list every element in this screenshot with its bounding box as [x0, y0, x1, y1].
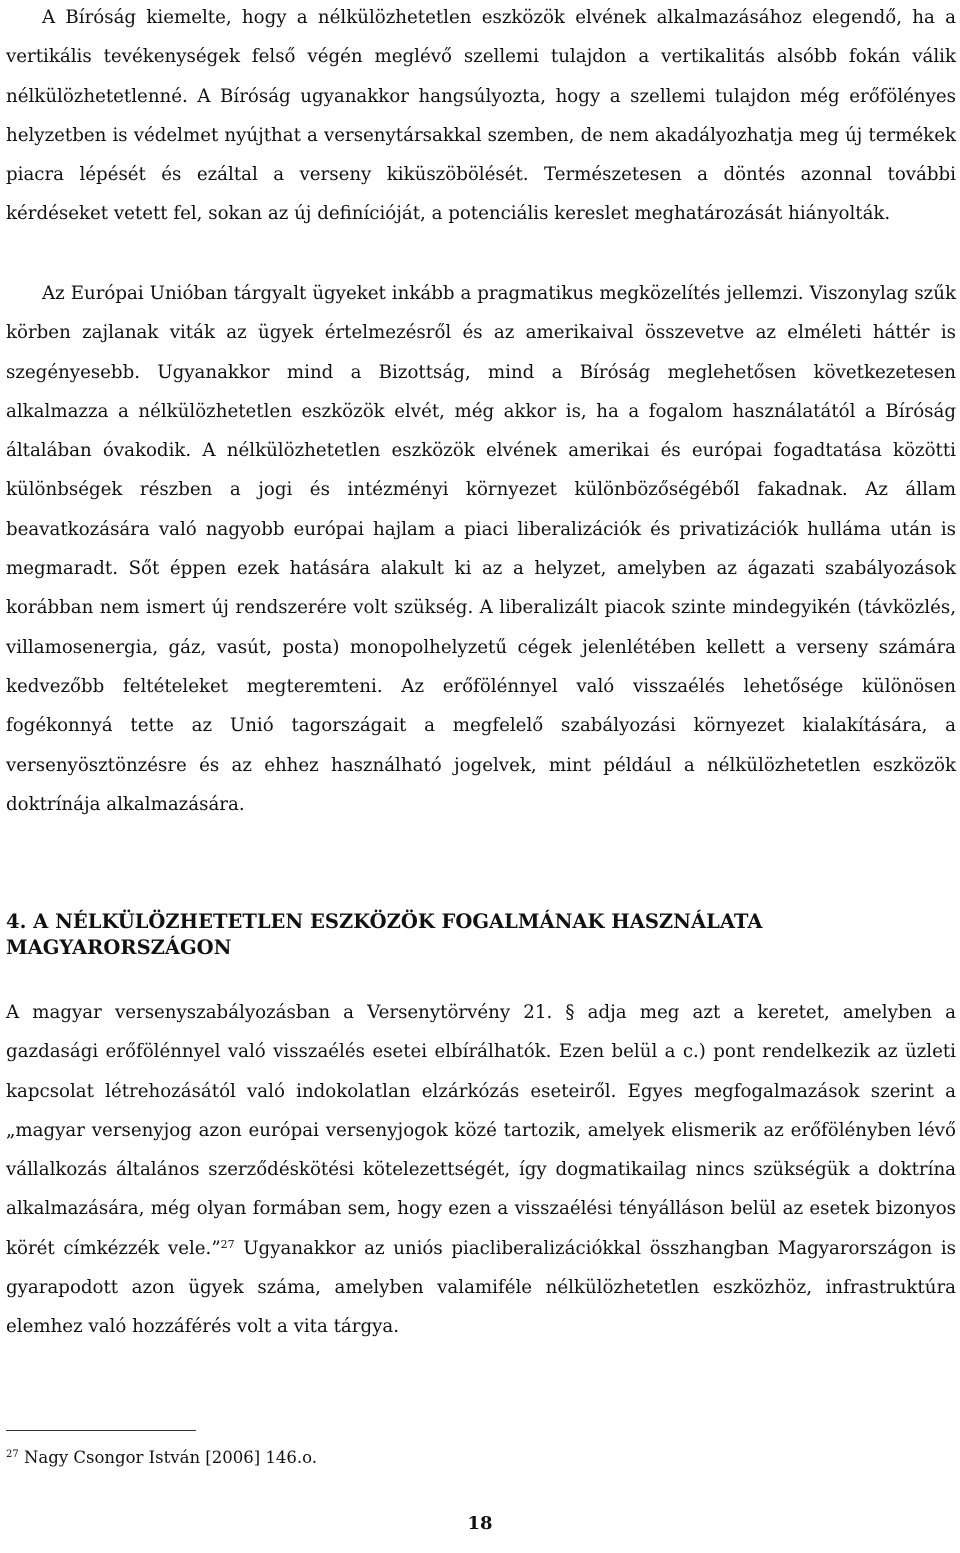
footnote-reference[interactable]: 27 — [220, 1237, 235, 1251]
body-paragraph-1: A Bíróság kiemelte, hogy a nélkülözhetetlen eszközök elvének alkalmazásához elegendő, ha a vertikális tevékenységek felső végén meglévő szellemi tulajdon a vertikalitás alsóbb fokán válik nélkülözhetetlenné. A Bíróság ugyanakkor hangsúlyozta, hogy a szellemi tulajdon még erőfölényes helyzetben is védelmet nyújthat a versenytársakkal szemben, de nem akadályozhatja meg új termékek piacra lépését és ezáltal a verseny kiküszöbölését. Természetesen a döntés azonnal további kérdéseket vetett fel, sokan az új definícióját, a potenciális kereslet meghatározását hiányolták. — [6, 7, 956, 225]
section-paragraph-text-after-ref: Ugyanakkor az uniós piacliberalizációkkal összhangban Magyarországon is gyarapodott azon ügyek száma, amelyben valamiféle nélkülözhetetlen eszközhöz, infrastruktúra elemhez való hozzáférés volt a vita tárgya. — [6, 1237, 956, 1338]
page-number: 18 — [467, 1513, 493, 1534]
footnote — [6, 1447, 317, 1469]
body-paragraph-2: Az Európai Unióban tárgyalt ügyeket inkább a pragmatikus megközelítés jellemzi. Viszonylag szűk körben zajlanak viták az ügyek értelmezésről és az amerikaival összevetve az elméleti háttér is szegényesebb. Ugyanakkor mind a Bizottság, mind a Bíróság meglehetősen következetesen alkalmazza a nélkülözhetetlen eszközök elvét, még akkor is, ha a fogalom használatától a Bíróság általában óvakodik. A nélkülözhetetlen eszközök elvének amerikai és európai fogadtatása közötti különbségek részben a jogi és intézményi környezet különbözőségéből fakadnak. Az állam beavatkozására való nagyobb európai hajlam a piaci liberalizációk és privatizációk hulláma után is megmaradt. Sőt éppen ezek hatására alakult ki az a helyzet, amelyben az ágazati szabályozások korábban nem ismert új rendszerére volt szükség. A liberalizált piacok szinte mindegyikén (távközlés, villamosenergia, gáz, vasút, posta) monopolhelyzetű cégek jelenlétében kellett a verseny számára kedvezőbb feltételeket megteremteni. Az erőfölénnyel való visszaélés lehetősége különösen fogékonnyá tette az Unió tagországait a megfelelő szabályozási környezet kialakítására, a versenyösztönzésre és az ehhez használható jogelvek, mint például a nélkülözhetetlen eszközök doktrínája alkalmazására. — [6, 283, 956, 815]
footnote-separator — [6, 1430, 196, 1431]
section-heading: 4. A NÉLKÜLÖZHETETLEN ESZKÖZÖK FOGALMÁNAK HASZNÁLATA MAGYARORSZÁGON — [6, 910, 763, 959]
section-paragraph — [6, 993, 956, 1347]
footnote-text: Nagy Csongor István [2006] 146.o. — [18, 1448, 318, 1467]
footnote-number: 27 — [6, 1449, 19, 1460]
section-paragraph-text-before-ref: A magyar versenyszabályozásban a Versenytörvény 21. § adja meg azt a keretet, amelyben a gazdasági erőfölénnyel való visszaélés esetei elbírálhatók. Ezen belül a c.) pont rendelkezik az üzleti kapcsolat létrehozásától való indokolatlan elzárkózás eseteiről. Egyes megfogalmazások szerint a „magyar versenyjog azon európai versenyjogok közé tartozik, amelyek elismerik az erőfölényben lévő vállalkozás általános szerződéskötési kötelezettségét, így dogmatikailag nincs szükségük a doktrína alkalmazására, még olyan formában sem, hogy ezen a visszaélési tényálláson belül az esetek bizonyos körét címkézzék vele.” — [6, 1002, 956, 1259]
